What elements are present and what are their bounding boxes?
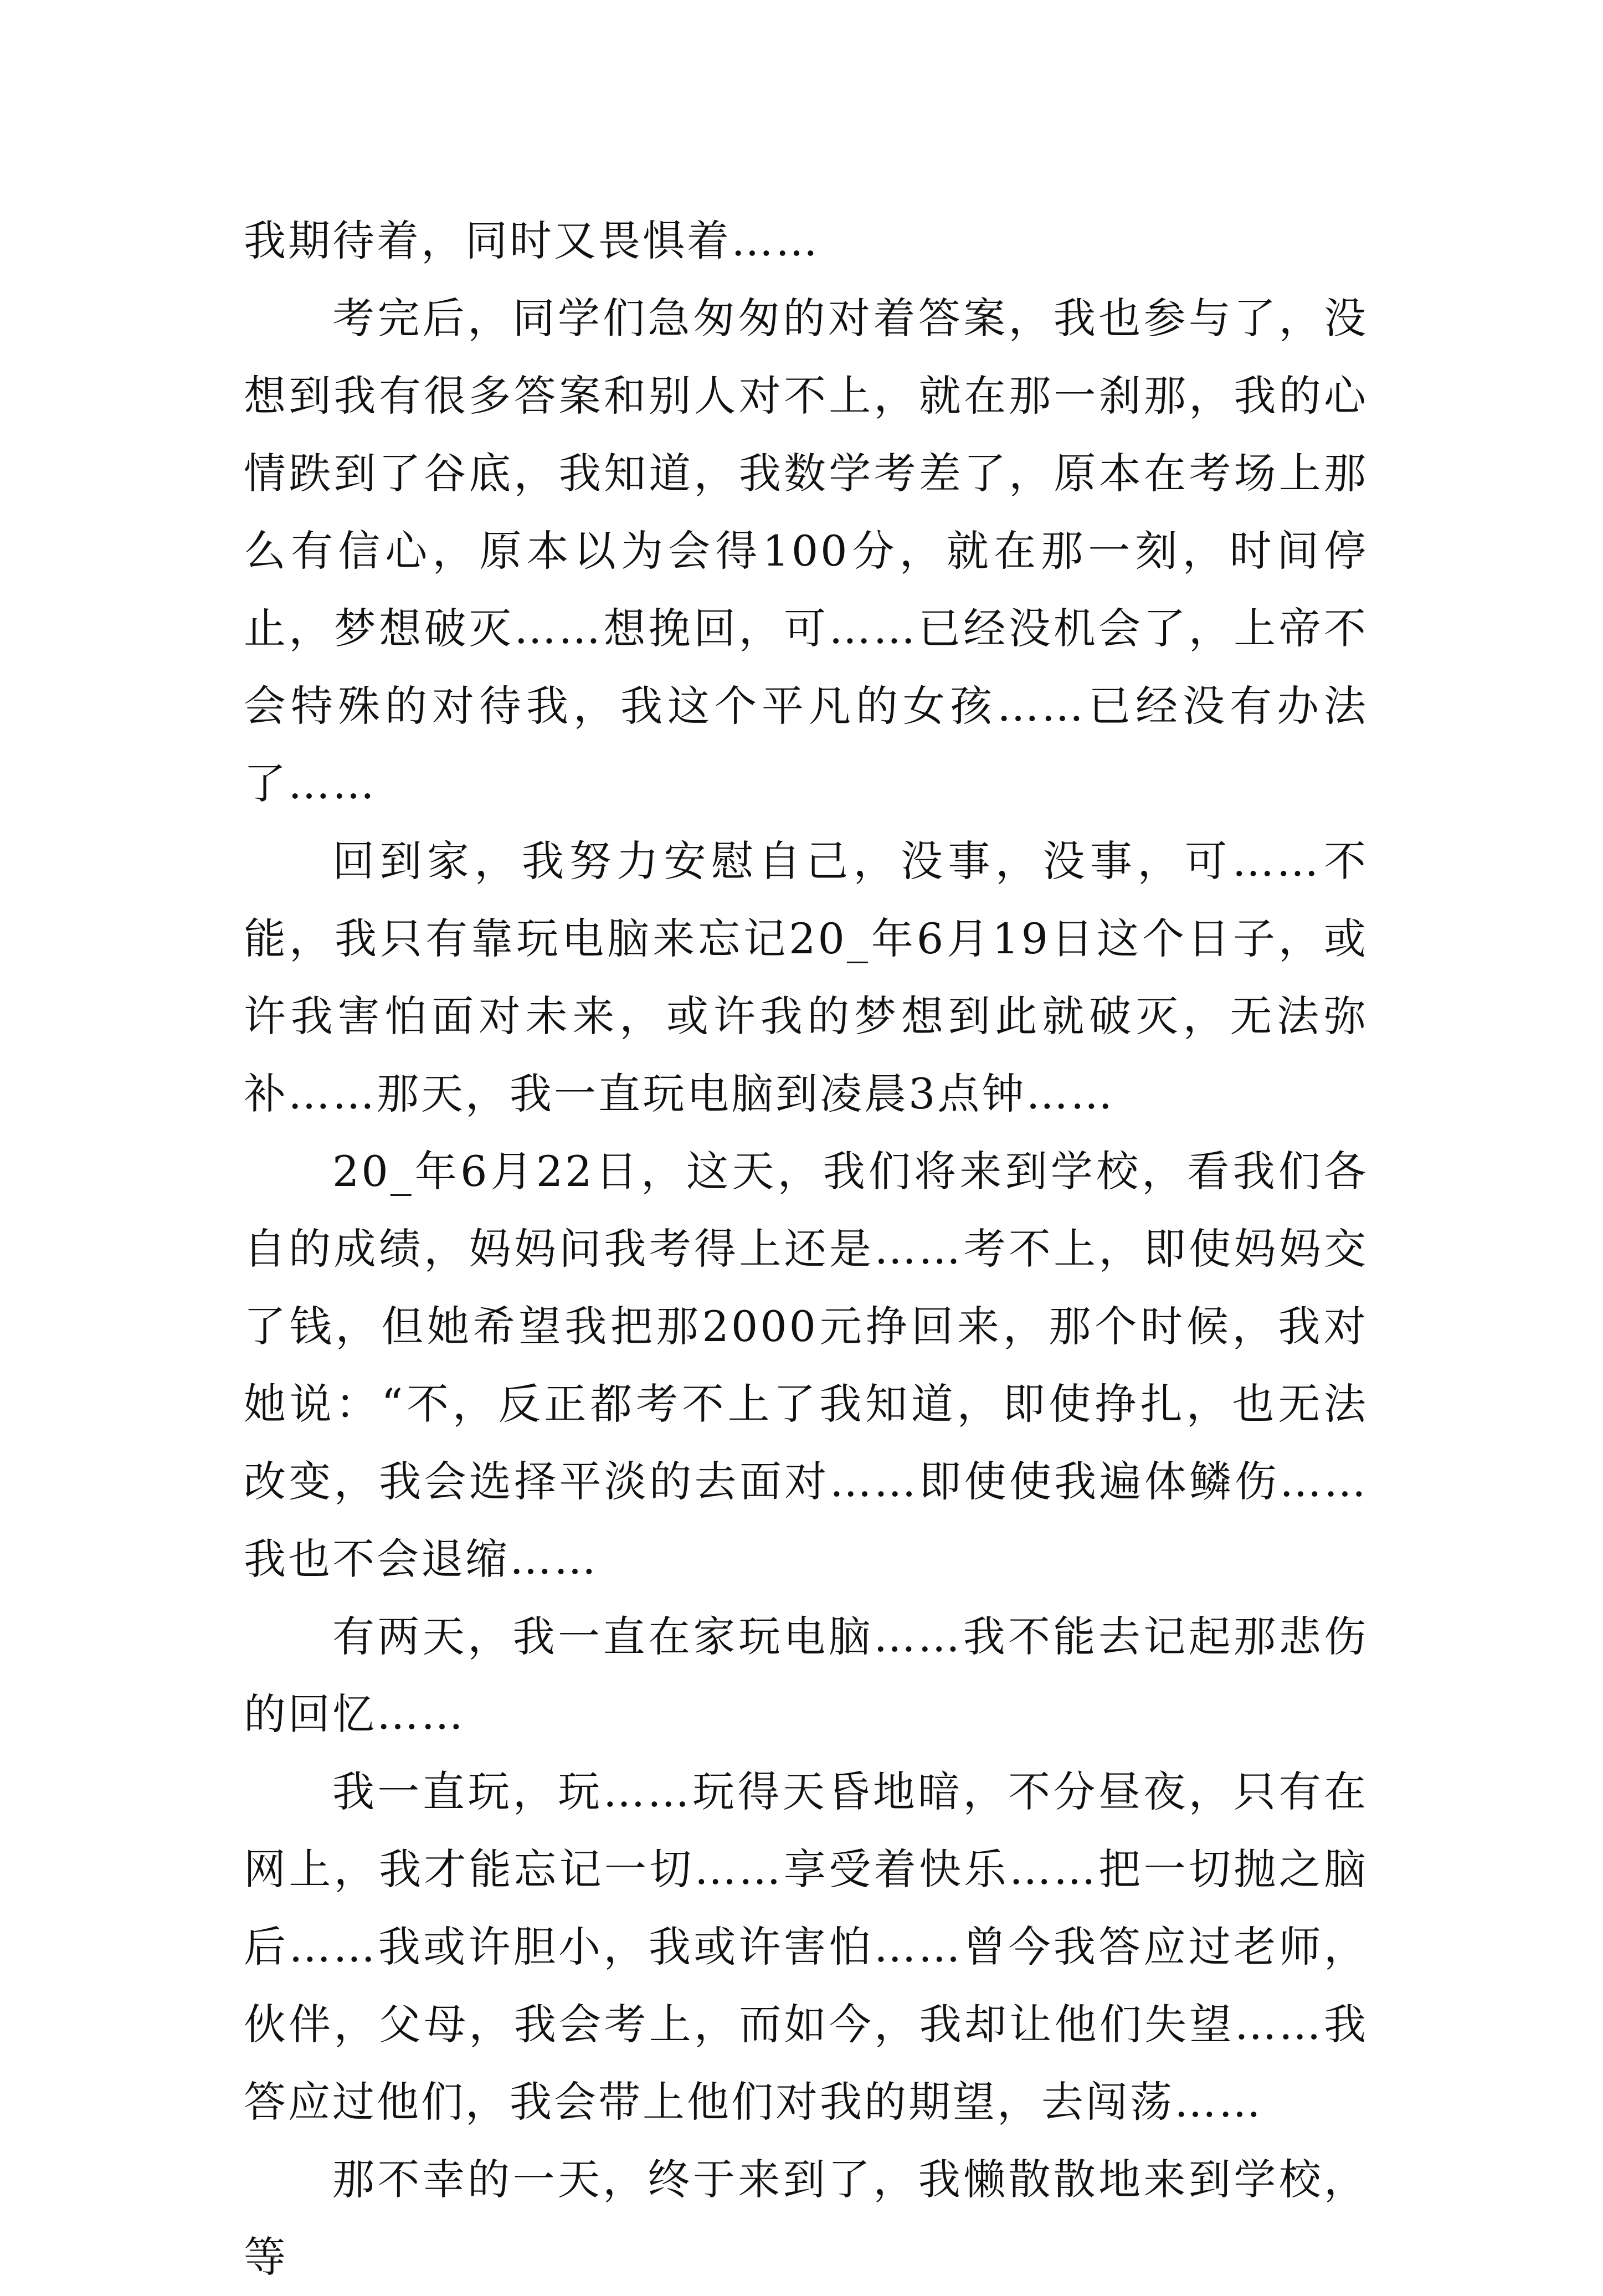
paragraph-1: 我期待着，同时又畏惧着…… xyxy=(244,216,820,265)
paragraph-6: 我一直玩，玩……玩得天昏地暗，不分昼夜，只有在网上，我才能忘记一切……享受着快乐……把一切抛之脑后……我或许胆小，我或许害怕……曾今我答应过老师，伙伴，父母，我会考上，而如今，我却让他们失望……我答应过他们，我会带上他们对我的期望，去闯荡…… xyxy=(244,1767,1368,2127)
document-body xyxy=(244,202,1368,2296)
paragraph-4: 20_年6月22日，这天，我们将来到学校，看我们各自的成绩，妈妈问我考得上还是……考不上，即使妈妈交了钱，但她希望我把那2000元挣回来，那个时候，我对她说：“不，反正都考不上了我知道，即使挣扎，也无法改变，我会选择平淡的去面对……即使使我遍体鳞伤……我也不会退缩…… xyxy=(244,1147,1368,1584)
paragraph-7: 那不幸的一天，终于来到了，我懒散散地来到学校，等 xyxy=(244,2155,1368,2282)
paragraph-3: 回到家，我努力安慰自己，没事，没事，可……不能，我只有靠玩电脑来忘记20_年6月19日这个日子，或许我害怕面对未来，或许我的梦想到此就破灭，无法弥补……那天，我一直玩电脑到凌晨3点钟…… xyxy=(244,836,1368,1118)
paragraph-2: 考完后，同学们急匆匆的对着答案，我也参与了，没想到我有很多答案和别人对不上，就在那一刹那，我的心情跌到了谷底，我知道，我数学考差了，原本在考场上那么有信心，原本以为会得100分，就在那一刻，时间停止，梦想破灭……想挽回，可……已经没机会了，上帝不会特殊的对待我，我这个平凡的女孩……已经没有办法了…… xyxy=(244,294,1368,808)
paragraph-5: 有两天，我一直在家玩电脑……我不能去记起那悲伤的回忆…… xyxy=(244,1612,1368,1739)
